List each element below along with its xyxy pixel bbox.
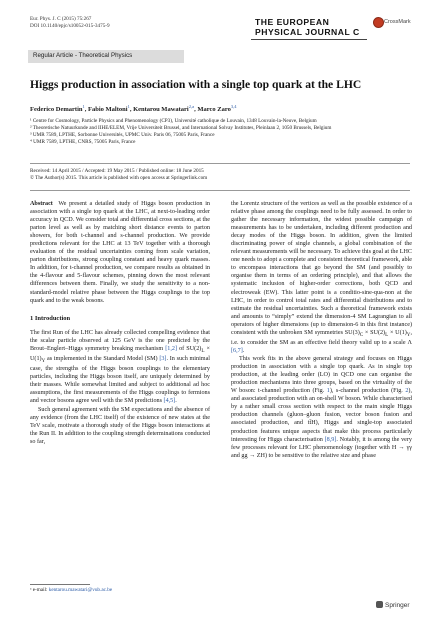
author-affiliation-marker[interactable]: 1 xyxy=(127,104,130,109)
affiliations xyxy=(30,118,415,146)
publisher-logo xyxy=(376,601,410,609)
abstract-text: We present a detailed study of Higgs boson production in association with a single top quark at the LHC, at next-to-leading order accuracy in QCD. We consider total and differential cross sections, at the parton level as well as by matching short distance events to parton showers, for both t-channel and s-channel production. We provide predictions relevant for the LHC at 13 TeV together with a thorough evaluation of the residual uncertainties coming from scale variation, parton distributions, strong coupling constant and heavy quark masses. In addition, for t-channel production, we compare results as obtained in the 4-flavour and 5-flavour schemes, pinning down the most relevant differences between them. Finally, we study the sensitivity to a non-standard-model relative phase between the Higgs couplings to the top quark and to the weak bosons. xyxy=(30,201,210,304)
author-name: Federico Demartin xyxy=(30,106,83,114)
publisher-name: Springer xyxy=(385,602,410,609)
crossmark-label: CrossMark xyxy=(384,19,411,25)
author-name: Kentarou Mawatari xyxy=(133,106,189,114)
journal-reference xyxy=(30,16,110,30)
right-column xyxy=(231,200,412,460)
abstract xyxy=(30,200,210,305)
author-name: Fabio Maltoni xyxy=(88,106,128,114)
affiliation: ⁴ UMR 7589, LPTHE, CNRS, 75005 Paris, France xyxy=(30,139,136,145)
footnote-divider xyxy=(30,584,90,585)
divider xyxy=(30,190,410,191)
citation-link[interactable]: [3] xyxy=(159,356,167,363)
crossmark-badge[interactable] xyxy=(373,15,413,41)
author-affiliation-marker[interactable]: 3,4 xyxy=(230,104,237,109)
journal-citation: Eur. Phys. J. C (2015) 75:267 xyxy=(30,16,92,22)
affiliation: ³ UMR 7589, LPTHE, Sorbonne Universités, UPMC Univ. Paris 06, 75005 Paris, France xyxy=(30,132,215,138)
abstract-label: Abstract xyxy=(30,201,53,207)
dates-line: Received: 14 April 2015 / Accepted: 19 May 2015 / Published online: 18 June 2015 xyxy=(30,168,204,174)
springer-horse-icon xyxy=(376,601,383,608)
footnote xyxy=(30,587,112,593)
journal-title-line1: THE EUROPEAN xyxy=(255,17,330,27)
email-label: ᵃ e-mail: xyxy=(30,587,49,593)
author-email-link[interactable]: kentarou.mawatari@vub.ac.be xyxy=(48,587,113,593)
journal-logo xyxy=(251,15,367,40)
left-column xyxy=(30,200,210,446)
article-type-label: Regular Article - Theoretical Physics xyxy=(33,52,133,59)
intro-paragraph: Such general agreement with the SM expectations and the absence of any evidence (from the LHC itself) of the existence of new states at the TeV scale, motivate a thorough study of the Higgs boson interactions at the Run II. In addition to the coupling strength determinations conducted so far, xyxy=(30,406,210,445)
intro-paragraph: The first Run of the LHC has already collected compelling evidence that the scalar particle observed at 125 GeV is the one predicted by the Brout–Englert–Higgs symmetry breaking mechanism [1,2] of $SU(2)_L \times U(1)_Y$ as implemented in the Standard Model (SM) [3]. In such minimal case, the strengths of the Higgs boson couplings to the elementary particles, including the Higgs boson itself, are uniquely determined by their masses. While somewhat limited and subject to additional ad hoc assumptions, the first measurements of the Higgs couplings to fermions and vector bosons agree well with the SM predictions [4,5]. xyxy=(30,329,211,405)
article-type-bar xyxy=(28,50,184,63)
author-list: Federico Demartin$^1$, Fabio Maltoni$^1$, Kentarou Mawatari$^{2,a}$, Marco Zaro$^{3,4}$ xyxy=(30,104,237,114)
citation-link[interactable]: [6,7] xyxy=(231,348,243,355)
citation-link[interactable]: [8,9] xyxy=(324,436,337,443)
journal-doi: DOI 10.1140/epjc/s10052-015-3475-9 xyxy=(30,23,110,29)
publication-dates xyxy=(30,168,207,182)
author-affiliation-marker[interactable]: 2,a xyxy=(188,104,195,109)
divider xyxy=(30,163,410,164)
paper-title: Higgs production in association with a single top quark at the LHC xyxy=(30,78,362,91)
body-paragraph: This work fits in the above general strategy and focuses on Higgs production in association with a single top quark. As in single top production, at the leading order (LO) in QCD one can organise the production mechanisms into three groups, based on the virtuality of the W boson: t-channel production (Fig. 1), s-channel production (Fig. 2), and associated production with an on-shell W boson. While characterised by a rather small cross section with respect to the main single Higgs production channels (gluon–gluon fusion, vector boson fusion and associated production, and tt̄H), Higgs and single-top associated production features unique aspects that make this process particularly interesting for Higgs characterisation [8,9]. Notably, it is among the very few processes relevant for LHC phenomenology (together with H → γγ and gg → ZH) to be sensitive to the relative size and phase xyxy=(231,356,413,459)
figure-link[interactable]: 2 xyxy=(405,388,409,395)
figure-link[interactable]: 1 xyxy=(326,388,330,395)
section-heading: 1 Introduction xyxy=(30,314,71,322)
body-paragraph: the Lorentz structure of the vertices as well as the possible existence of a relative phase among the couplings need to be fully assessed. In order to gather the necessary information, the widest possible campaign of measurements has to be undertaken, including different production and decay modes of the Higgs boson. In addition, given the limited discriminating power of single channels, a global combination of the relevant measurements will be necessary. To achieve this goal at the LHC one needs to adopt a complete and consistent theoretical framework, able to encompass interactions that go beyond the SM (and possibly to organise them in terms of an ordering principle), and that allows the systematic inclusion of higher-order corrections, both QCD and electroweak (EW). This latter point is a conditio-sine-qua-non at the LHC, in order to control total rates and differential distributions and to estimate the residual uncertainties. Such a theoretical framework exists and amounts to “simply” extend the dimension-4 SM Lagrangian to all operators of higher dimensions (up to dimension-6 in this first instance) consistent with the unbroken SM symmetries $SU(3)_C \times SU(2)_L \times U(1)_Y$, i.e. to consider the SM as an effective field theory valid up to a scale Λ [6,7]. xyxy=(231,201,412,355)
citation-link[interactable]: [1,2] xyxy=(165,345,178,352)
crossmark-icon xyxy=(373,17,384,28)
journal-title-line2: PHYSICAL JOURNAL C xyxy=(255,27,360,37)
copyright-line: © The Author(s) 2015. This article is published with open access at Springerlink.com xyxy=(30,175,208,181)
affiliation: ² Theoretische Natuurkunde and IIHE/ELEM, Vrije Universiteit Brussel, and International Solvay Institutes, Pleinlaan 2, 1050 Brussels, Belgium xyxy=(30,125,332,131)
affiliation: ¹ Centre for Cosmology, Particle Physics and Phenomenology (CP3), Université catholique de Louvain, 1348 Louvain-la-Neuve, Belgium xyxy=(30,118,317,124)
citation-link[interactable]: [4,5] xyxy=(163,398,176,405)
author-name: Marco Zaro xyxy=(197,106,231,114)
author-affiliation-marker[interactable]: 1 xyxy=(82,104,85,109)
